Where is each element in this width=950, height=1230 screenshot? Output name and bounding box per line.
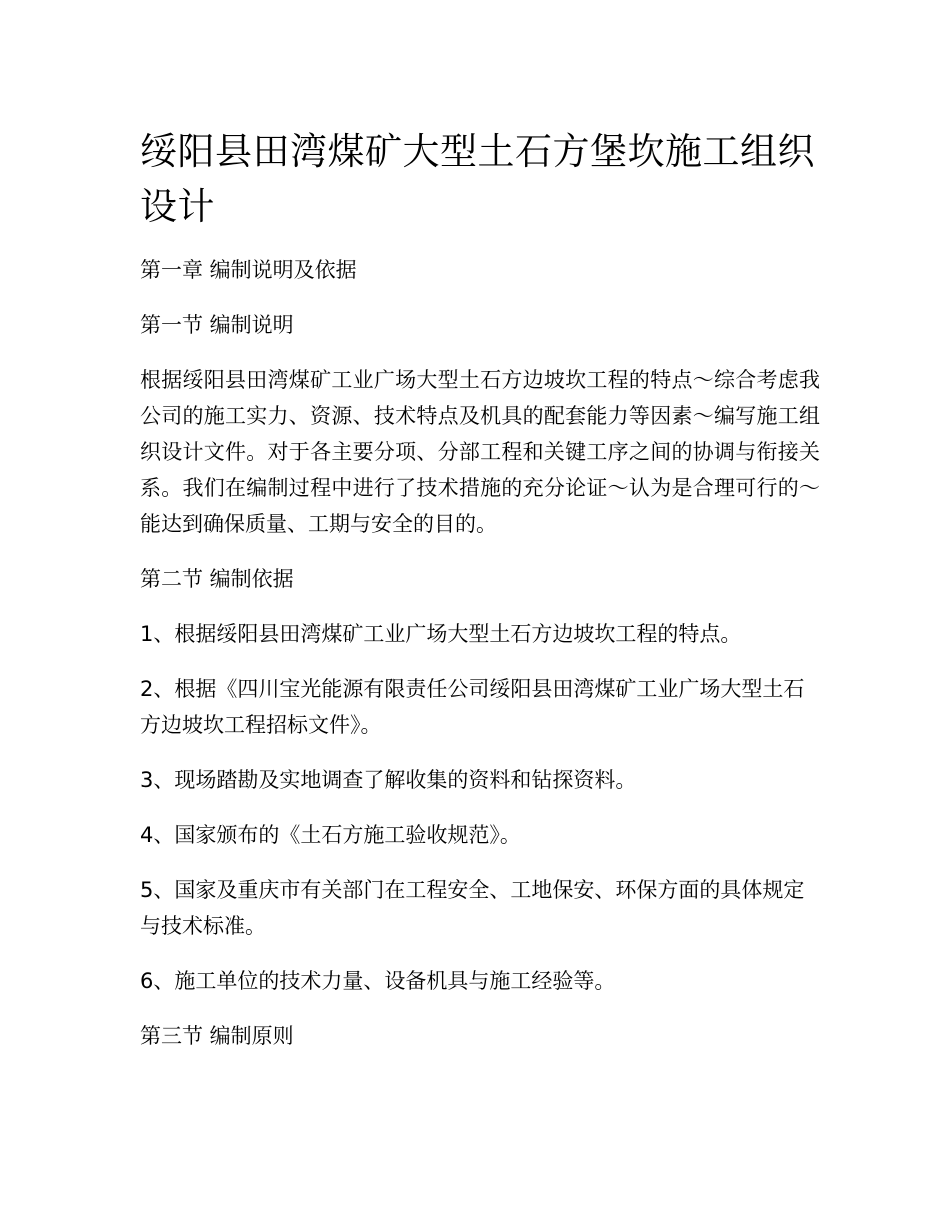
- section-heading-2: 第二节 编制依据: [140, 567, 294, 591]
- basis-item-1: 1、根据绥阳县田湾煤矿工业广场大型土石方边坡坎工程的特点。: [140, 622, 742, 646]
- basis-item-6: 6、施工单位的技术力量、设备机具与施工经验等。: [140, 969, 616, 993]
- basis-item-3: 3、现场踏勘及实地调查了解收集的资料和钻探资料。: [140, 768, 637, 792]
- chapter-heading: 第一章 编制说明及依据: [140, 258, 357, 282]
- basis-item-5: 5、国家及重庆市有关部门在工程安全、工地保安、环保方面的具体规定与技术标准。: [140, 878, 805, 938]
- basis-item-2: 2、根据《四川宝光能源有限责任公司绥阳县田湾煤矿工业广场大型土石方边坡坎工程招标文件》。: [140, 677, 805, 737]
- document-page: [140, 124, 820, 1073]
- section-heading-3: 第三节 编制原则: [140, 1024, 294, 1048]
- section-1-paragraph: 根据绥阳县田湾煤矿工业广场大型土石方边坡坎工程的特点～综合考虑我公司的施工实力、资源、技术特点及机具的配套能力等因素～编写施工组织设计文件。对于各主要分项、分部工程和关键工序之间的协调与衔接关系。我们在编制过程中进行了技术措施的充分论证～认为是合理可行的～能达到确保质量、工期与安全的目的。: [140, 368, 820, 536]
- section-heading-1: 第一节 编制说明: [140, 313, 294, 337]
- document-title: 绥阳县田湾煤矿大型土石方堡坎施工组织设计: [140, 130, 815, 228]
- basis-item-4: 4、国家颁布的《土石方施工验收规范》。: [140, 823, 521, 847]
